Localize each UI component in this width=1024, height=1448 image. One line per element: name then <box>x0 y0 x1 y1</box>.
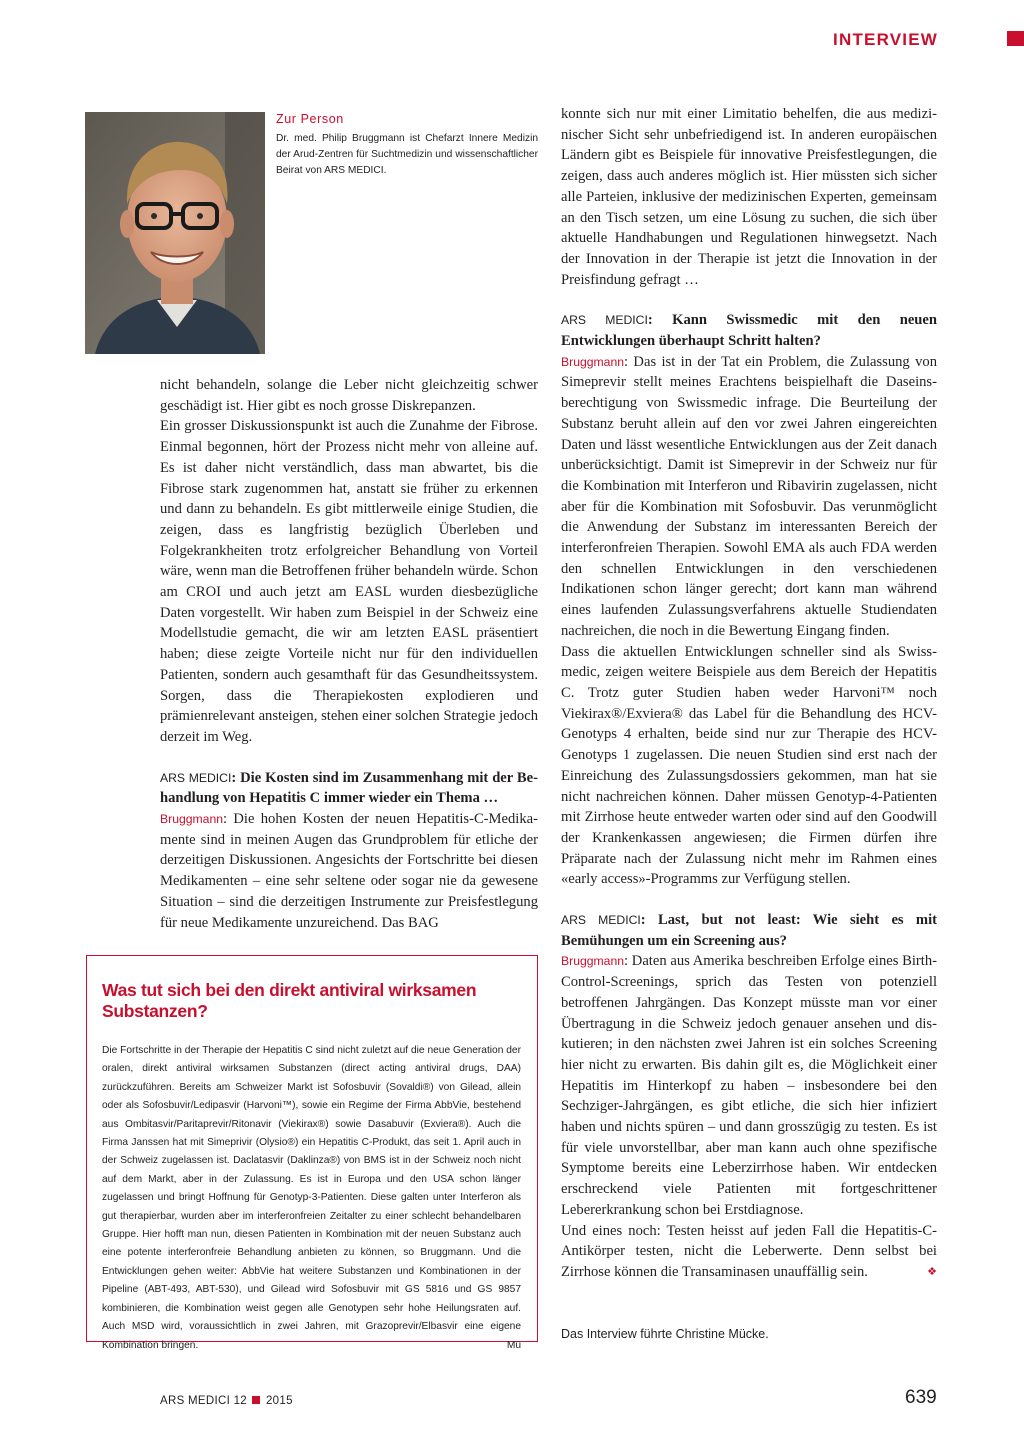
interview-question <box>561 310 937 351</box>
info-box-body: Die Fortschritte in der Therapie der Hepatitis C sind nicht zuletzt auf die neue Generation der oralen, direkt antiviral wirksamen Substanzen (direct acting antiviral drugs, DAA) zurückzuführen. Bereits am Schweizer Markt ist Sofosbuvir (Sovaldi®) von Gilead, allein oder als Sofosbuvir/Ledipasvir (Harvoni™), sowie ein Regime der Firma AbbVie, bestehend aus Ombitasvir/Paritaprevir/Ritonavir (Viekirax®) sowie Dasabuvir (Exviera®). Auch die Firma Janssen hat mit Simeprivir (Olysio®) ein Hepatitis C-Produkt, das seit 1. April auch in der Schweiz zugelassen ist. Daclatasvir (Daklinza®) von BMS ist in der Schweiz noch nicht auf dem Markt, aber in der Zulassung. Es ist in Europa und den USA schon länger zugelassen und bringt Hoffnung für Genotyp-3-Patienten. Diese galten unter Interferon als gut therapierbar, wurden aber im interferonfreien Zeitalter zu einer schlecht behandelbaren Gruppe. Hier hofft man nun, diesen Patienten in Kombination mit der neuen Substanz auch eine potente interferonfreie Behandlung anbieten zu können, so Bruggmann. Und die Entwicklungen gehen weiter: AbbVie hat weitere Substanzen und Kombinationen in der Pipeline (ABT-493, ABT-530), und Gilead wird Sofosbuvir mit GS 5816 und GS 9857 kombinieren, die Kombination weist gegen alle Genotypen sehr hohe Heilungsraten auf. Auch MSD wird, voraussichtlich in zwei Jahren, mit Grazoprevir/Elbasvir eine eigene Kombination bringen. <box>102 1045 521 1351</box>
left-text-column <box>160 375 538 933</box>
info-box-title: Was tut sich bei den direkt antiviral wirksamen Substanzen? <box>102 980 477 1021</box>
footer-year: 2015 <box>265 1395 293 1407</box>
section-marker-square <box>1007 31 1024 46</box>
interview-answer <box>561 951 937 1220</box>
question-text: : Last, but not least: Wie sieht es mit Bemühungen um ein Screening aus? <box>561 912 938 949</box>
answer-text: : Die hohen Kosten der neuen Hepatitis-C-Medikamente sind in meinen Augen das Grundproblem für etliche der derzeitigen Diskussionen. Angesichts der Fortschritte bei diesen Medikamenten – eine sehr seltene oder sogar nie da gewesene Situation – sind die derzeitigen Instrumente zur Preisfestlegung für neue Medikamente unzureichend. Das BAG <box>160 811 538 931</box>
footer-issue <box>160 1395 293 1407</box>
end-of-article-icon: ❖ <box>927 1264 937 1278</box>
paragraph: nicht behandeln, solange die Leber nicht gleichzeitig schwer geschädigt ist. Hier gibt es noch grosse Diskrepanzen. <box>160 377 538 414</box>
answer-speaker-label: Bruggmann <box>561 354 625 369</box>
author-photo <box>85 112 265 354</box>
interview-question <box>160 768 538 809</box>
page-number: 639 <box>905 1387 937 1408</box>
paragraph: konnte sich nur mit einer Limitatio behelfen, die aus medizinischer Sicht sehr unbefriedigend ist. In anderen europäischen Ländern gibt es Beispiele für innovative Preisfestlegungen, die zeigen, dass auch anderes möglich ist. Hier müssten sich sicher alle Parteien, inklusive der medizinischen Experten, gemeinsam an den Tisch setzen, um eine Lösung zu suchen, die sich über aktuelle Handhabungen und Regulationen hinwegsetzt. Nach der Innovation in der Therapie ist jetzt die Innovation in der Preisfindung gefragt … <box>561 106 937 288</box>
question-magazine-label: ARS MEDICI <box>160 770 232 785</box>
paragraph: Dass die aktuellen Entwicklungen schneller sind als Swissmedic, zeigen weitere Beispiele aus dem Bereich der Hepatitis C. Trotz guter Studien haben weder Harvoni™ noch Viekirax®/Exviera® das Label für die Behandlung des HCV-Genotyps 4 erhalten, beide sind nur zur Therapie des HCV-Genotyps 1 zugelassen. Die neuen Studien sind erst nach der Einreichung des Zulassungsdossiers gekommen, man hat sie nicht nachreichen können. Daher müssen Genotyp-4-Patienten mit Zirrhose heute entweder warten oder sind auf den Goodwill der Krankenkassen angewiesen; die Firmen dürfen ihre Präparate nach der Zulassung nicht mehr im Rahmen eines «early access»-Programms zur Verfügung stellen. <box>561 643 937 888</box>
question-magazine-label: ARS MEDICI <box>561 913 641 928</box>
interview-answer <box>160 809 538 933</box>
author-initials: Mü <box>506 1339 521 1351</box>
answer-speaker-label: Bruggmann <box>561 954 625 969</box>
about-person-title: Zur Person <box>276 112 344 126</box>
question-magazine-label: ARS MEDICI <box>561 313 648 328</box>
question-text: : Die Kosten sind im Zusammenhang mit der Behandlung von Hepatitis C immer wieder ein Thema … <box>160 769 538 807</box>
info-box-text <box>102 1042 521 1355</box>
answer-text: : Das ist in der Tat ein Problem, die Zulassung von Simeprevir stellt meines Erachtens beispielhaft die Daseinsberechtigung von Swissmedic infrage. Die Beurteilung der Substanz beruht allein auf den vor zwei Jahren eingereichten Daten und lässt wesentliche Entwicklungen aus der Zeit danach unberücksichtigt. Damit ist Simeprevir in der Schweiz nur für die Kombination mit Interferon und Ribavirin zugelassen, nicht aber für die Kombination mit Sofosbuvir. Das verunmöglicht die Anwendung der Substanz im interessanten Bereich der interferonfreien Therapien. Sowohl EMA als auch FDA werden den schnellen Entwicklungen in den verschiedenen Indikationen schon länger gerecht; dort kann man während eines laufenden Zulassungsverfahrens aktuelle Studiendaten nachreichen, die noch in die Bewertung Eingang finden. <box>561 353 937 639</box>
right-text-column <box>561 104 937 1283</box>
section-label: INTERVIEW <box>833 30 938 49</box>
question-text: : Kann Swissmedic mit den neuen Entwicklungen überhaupt Schritt halten? <box>561 312 938 350</box>
paragraph <box>561 1221 937 1283</box>
closing-text: Und eines noch: Testen heisst auf jeden Fall die Hepatitis-C-Antikörper testen, nicht die Leberwerte. Denn selbst bei Zirrhose können die Transaminasen unauffällig sein. <box>561 1222 937 1280</box>
footer-magazine-issue: ARS MEDICI 12 <box>160 1395 247 1407</box>
about-person-text: Dr. med. Philip Bruggmann ist Chefarzt Innere Medizin der Arud-Zentren für Suchtmedizin und wissenschaftlicher Beirat von ARS MEDICI. <box>276 133 538 176</box>
interview-credit: Das Interview führte Christine Mücke. <box>561 1327 769 1341</box>
footer-separator-square <box>252 1396 260 1404</box>
interview-question <box>561 910 937 951</box>
about-person-box <box>276 112 538 179</box>
paragraph: Ein grosser Diskussionspunkt ist auch die Zunahme der Fibrose. Einmal begonnen, hört der Prozess nicht mehr von alleine auf. Es ist daher nicht verständlich, dass man abwartet, bis die Fibrose stark zugenommen hat, anstatt sie früher zu erkennen und dann zu behandeln. Es gibt mittlerweile einige Studien, die zeigen, dass es langfristig bezüglich Überleben und Folgekrankheiten trotz erfolgreicher Behandlung von Vorteil wäre, wenn man die Betroffenen früher behandeln würde. Schon am CROI und auch jetzt am EASL wurden diesbezügliche Daten vorgestellt. Wir haben zum Beispiel in der Schweiz eine Modellstudie gemacht, die wir am letzten EASL präsentiert haben; diese zeigte Vorteile nicht nur für den individuellen Patienten, sondern auch gesamthaft für das Gesundheitssystem. Sorgen, dass die Therapiekosten explodieren und prämienrelevant ansteigen, stehen einer solchen Strategie jedoch derzeit im Weg. <box>160 418 538 745</box>
info-box <box>86 955 538 1351</box>
interview-answer <box>561 352 937 642</box>
answer-speaker-label: Bruggmann <box>160 812 224 827</box>
answer-text: : Daten aus Amerika beschreiben Erfolge eines Birth-Control-Screenings, sprich das Testen von potenziell betroffenen Jahrgängen. Das Konzept müsste man vor einer Übertragung in die Schweiz jedoch genauer ansehen und diskutieren; in den nächsten zwei Jahren ist ein solches Screening hier nicht zu erwarten. Bis dahin gilt es, die Möglichkeit einer Hepatitis im Hinterkopf zu haben – insbesondere bei den Sechziger-Jahrgängen, es gibt etliche, die sich hier infiziert haben und nichts spüren – und dann grosszügig zu testen. Es ist für viele unvorstellbar, aber man kann auch ohne spezifische Symptome bereits eine Leberzirrhose haben. Wir entdecken erschreckend viele Patienten mit fortgeschrittener Lebererkrankung schon bei Erstdiagnose. <box>561 953 937 1218</box>
